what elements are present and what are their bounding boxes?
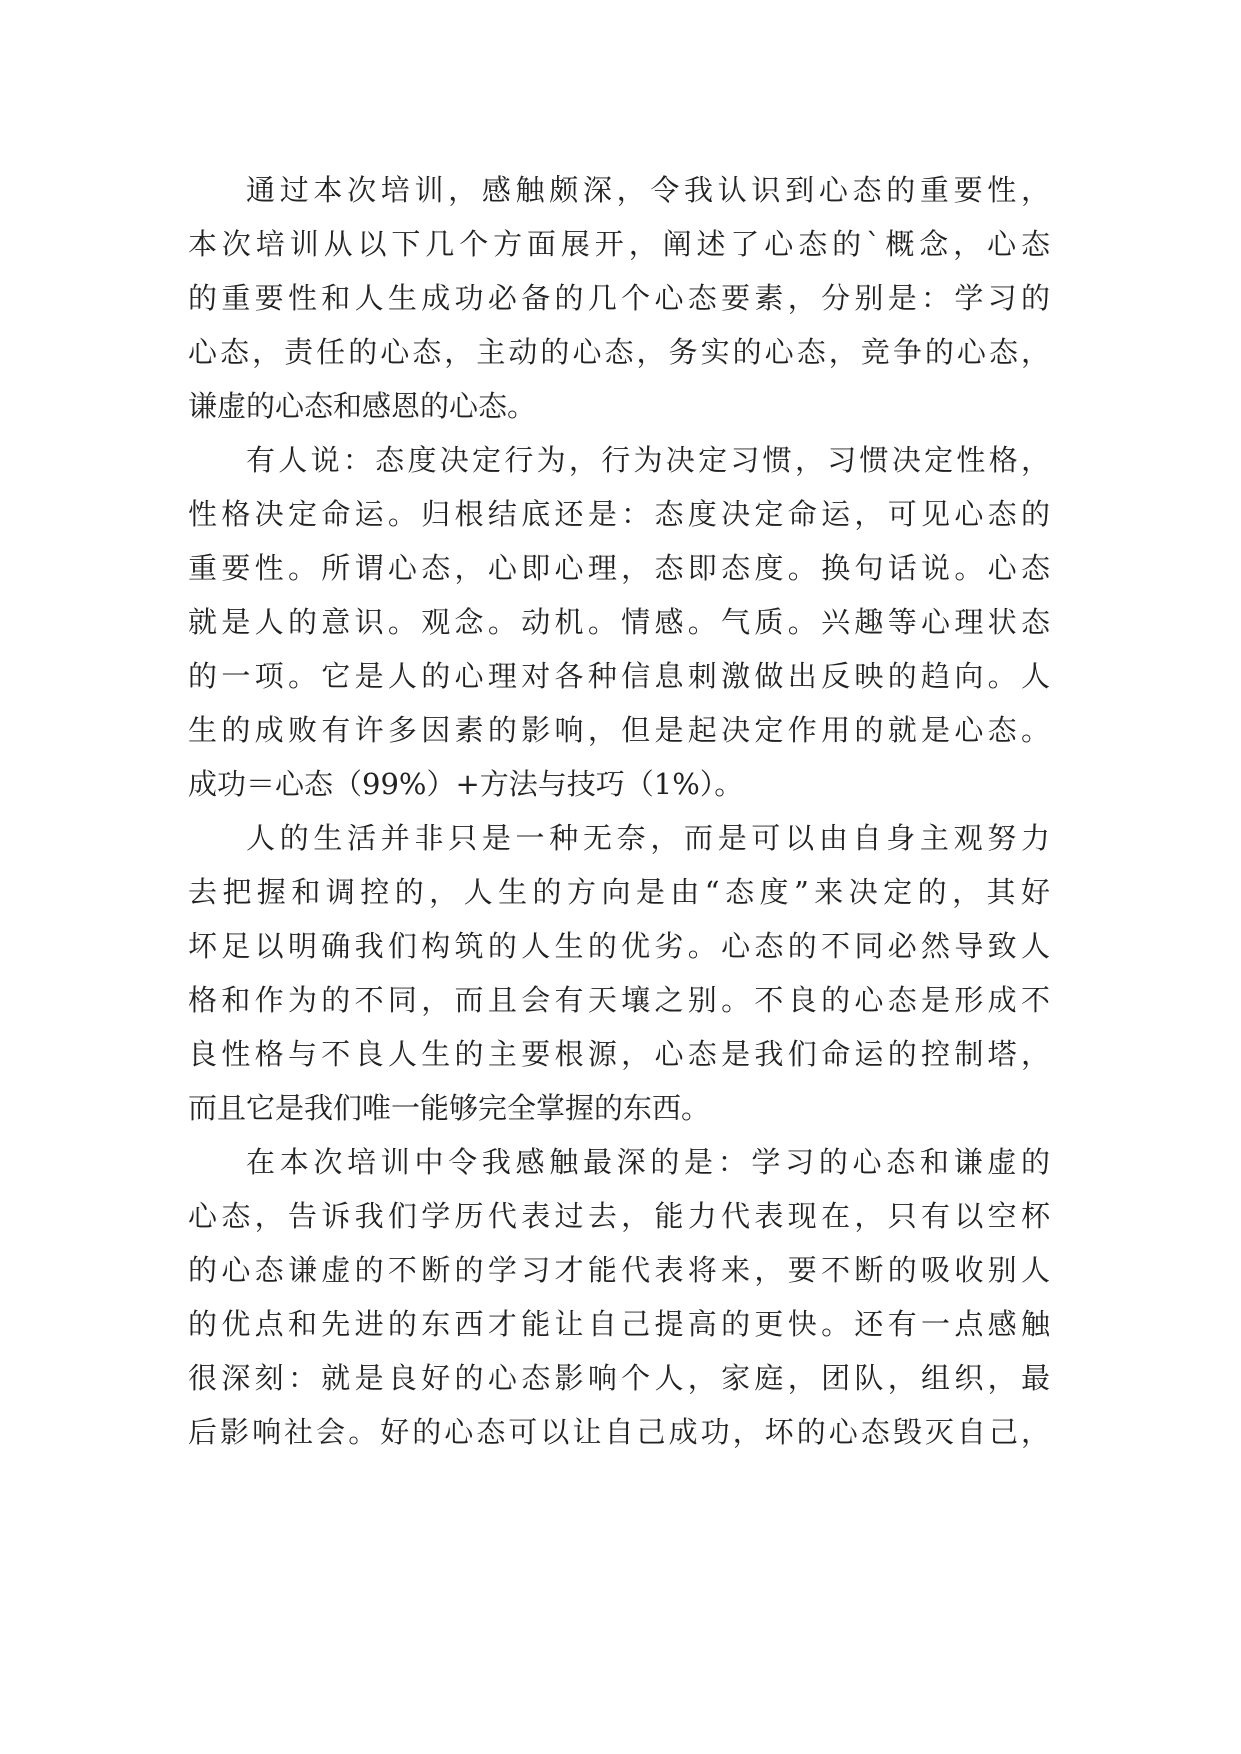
paragraph-3-line-1: 人的生活并非只是一种无奈，而是可以由自身主观努力 <box>246 821 1050 855</box>
paragraph-2-line-5: 的一项。它是人的心理对各种信息刺激做出反映的趋向。人 <box>188 659 1050 693</box>
paragraph-4-line-4: 的优点和先进的东西才能让自己提高的更快。还有一点感触 <box>188 1307 1050 1341</box>
paragraph-2-line-6: 生的成败有许多因素的影响，但是起决定作用的就是心态。 <box>188 713 1050 747</box>
paragraph-1-line-5: 谦虚的心态和感恩的心态。 <box>188 389 537 423</box>
paragraph-4-line-3: 的心态谦虚的不断的学习才能代表将来，要不断的吸收别人 <box>188 1253 1050 1287</box>
paragraph-3-line-6: 而且它是我们唯一能够完全掌握的东西。 <box>188 1091 711 1125</box>
paragraph-3-line-2: 去把握和调控的，人生的方向是由“态度”来决定的，其好 <box>188 875 1050 909</box>
paragraph-3-line-4: 格和作为的不同，而且会有天壤之别。不良的心态是形成不 <box>188 983 1050 1017</box>
paragraph-4-line-1: 在本次培训中令我感触最深的是：学习的心态和谦虚的 <box>246 1145 1050 1179</box>
paragraph-2-line-3: 重要性。所谓心态，心即心理，态即态度。换句话说。心态 <box>188 551 1050 585</box>
paragraph-2-line-4: 就是人的意识。观念。动机。情感。气质。兴趣等心理状态 <box>188 605 1050 639</box>
paragraph-1-line-4: 心态，责任的心态，主动的心态，务实的心态，竞争的心态， <box>188 335 1050 369</box>
paragraph-2-line-1: 有人说：态度决定行为，行为决定习惯，习惯决定性格， <box>246 443 1050 477</box>
paragraph-4-line-2: 心态，告诉我们学历代表过去，能力代表现在，只有以空杯 <box>188 1199 1050 1233</box>
paragraph-4-line-6: 后影响社会。好的心态可以让自己成功，坏的心态毁灭自己， <box>188 1415 1050 1449</box>
paragraph-2-line-7: 成功＝心态（99%）+方法与技巧（1%）。 <box>188 767 744 801</box>
paragraph-1-line-3: 的重要性和人生成功必备的几个心态要素，分别是：学习的 <box>188 281 1050 315</box>
paragraph-3-line-3: 坏足以明确我们构筑的人生的优劣。心态的不同必然导致人 <box>188 929 1050 963</box>
paragraph-3-line-5: 良性格与不良人生的主要根源，心态是我们命运的控制塔， <box>188 1037 1050 1071</box>
paragraph-1-line-1: 通过本次培训，感触颇深，令我认识到心态的重要性， <box>246 173 1050 207</box>
paragraph-2-line-2: 性格决定命运。归根结底还是：态度决定命运，可见心态的 <box>188 497 1050 531</box>
paragraph-4-line-5: 很深刻：就是良好的心态影响个人，家庭，团队，组织，最 <box>188 1361 1050 1395</box>
paragraph-1-line-2: 本次培训从以下几个方面展开，阐述了心态的`概念，心态 <box>188 227 1050 261</box>
